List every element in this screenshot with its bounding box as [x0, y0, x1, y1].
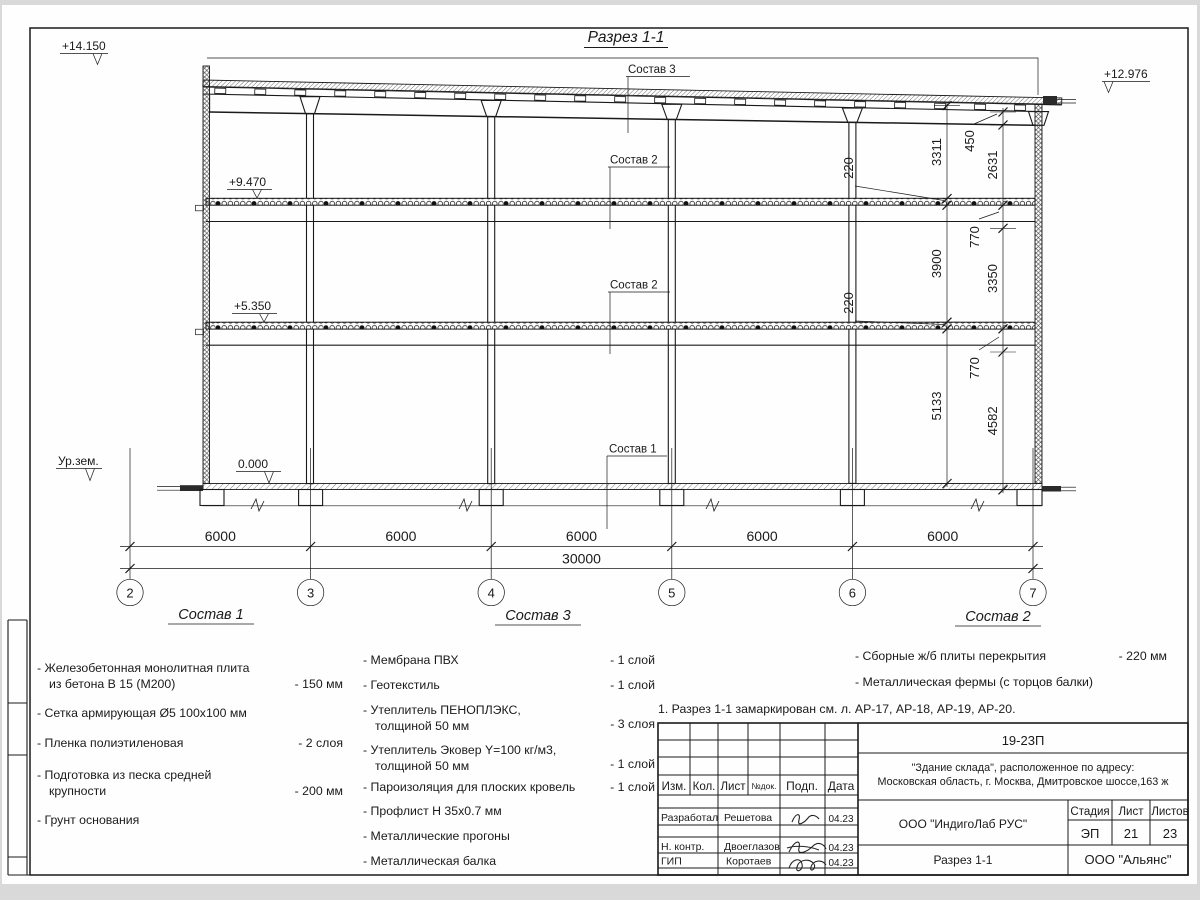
row-date-2: 04.23	[828, 858, 854, 869]
svg-text:- Металлические прогоны: - Металлические прогоны	[363, 829, 510, 843]
dim-220-lower: 220	[841, 292, 856, 314]
svg-text:- 1 слой: - 1 слой	[610, 780, 655, 794]
dim-770-lower: 770	[967, 357, 982, 379]
svg-text:толщиной 50 мм: толщиной 50 мм	[375, 759, 470, 773]
row-date-1: 04.23	[828, 843, 854, 854]
dim-3900: 3900	[929, 249, 944, 279]
svg-text:- 150 мм: - 150 мм	[294, 677, 343, 691]
axis-7: 7	[1029, 585, 1037, 601]
dim-3350: 3350	[985, 264, 1000, 293]
section-title: Разрез 1-1	[587, 29, 665, 46]
svg-text:- Металлическая фермы (с торцо: - Металлическая фермы (с торцов балки)	[855, 675, 1093, 689]
row-name-0: Решетова	[724, 812, 773, 824]
sheet-title: Разрез 1-1	[933, 853, 993, 867]
svg-text:Состав 2: Состав 2	[610, 154, 658, 167]
row-role-0: Разработал	[661, 812, 719, 824]
svg-text:- Пленка полиэтиленовая: - Пленка полиэтиленовая	[37, 736, 184, 750]
dim-5133: 5133	[929, 391, 944, 421]
dim-3311: 3311	[929, 138, 944, 166]
svg-text:- Сборные ж/б плиты перекрытия: - Сборные ж/б плиты перекрытия	[855, 649, 1047, 663]
svg-text:- 1 слой: - 1 слой	[610, 653, 655, 667]
svg-text:- Металлическая балка: - Металлическая балка	[363, 854, 497, 868]
svg-text:- 3 слоя: - 3 слоя	[610, 717, 655, 731]
svg-text:Ур.зем.: Ур.зем.	[58, 454, 99, 468]
row-date-0: 04.23	[828, 814, 854, 825]
doc-number: 19-23П	[1001, 733, 1045, 748]
row-role-1: Н. контр.	[661, 841, 705, 853]
svg-text:Состав 3: Состав 3	[628, 64, 676, 76]
row-name-2: Коротаев	[726, 855, 772, 868]
svg-text:толщиной 50 мм: толщиной 50 мм	[375, 719, 470, 733]
svg-text:крупности: крупности	[49, 784, 107, 798]
legend3-title: Состав 3	[505, 608, 571, 624]
dim-450: 450	[962, 130, 977, 152]
col-data: Дата	[827, 779, 855, 793]
col-kol: Кол.	[692, 781, 716, 793]
svg-text:+12.976: +12.976	[1104, 67, 1148, 81]
sheets-total: 23	[1162, 826, 1178, 841]
svg-text:- 1 слой: - 1 слой	[610, 757, 655, 771]
svg-text:+5.350: +5.350	[234, 299, 272, 313]
svg-text:+14.150: +14.150	[62, 39, 106, 53]
col-list: Лист	[720, 781, 746, 793]
span-dim-3: 6000	[565, 528, 598, 544]
axis-3: 3	[306, 585, 315, 601]
svg-text:- 1 слой: - 1 слой	[610, 678, 655, 692]
axis-2: 2	[126, 585, 134, 601]
svg-text:- Мембрана ПВХ: - Мембрана ПВХ	[363, 653, 459, 667]
svg-text:+9.470: +9.470	[229, 175, 267, 189]
dim-220-upper: 220	[841, 157, 856, 179]
legend2-title: Состав 2	[965, 609, 1031, 625]
company-name: ООО "Альянс"	[1084, 852, 1172, 867]
sheet-number: 21	[1123, 826, 1139, 841]
dim-770-upper: 770	[967, 226, 982, 248]
col-izm: Изм.	[661, 781, 687, 793]
svg-text:- Утеплитель Эковер Y=100 кг/м: - Утеплитель Эковер Y=100 кг/м3,	[363, 743, 557, 757]
object-address-1: "Здание склада", расположенное по адресу:	[911, 762, 1135, 774]
stage-value: ЭП	[1080, 826, 1100, 841]
span-dim-1: 6000	[204, 528, 236, 544]
svg-text:- Сетка армирующая Ø5 100x100: - Сетка армирующая Ø5 100x100 мм	[37, 706, 247, 720]
svg-text:- Геотекстиль: - Геотекстиль	[363, 678, 440, 692]
svg-text:- Грунт основания: - Грунт основания	[37, 813, 140, 827]
dim-2631: 2631	[985, 150, 1000, 180]
sheet-label: Лист	[1118, 806, 1144, 818]
svg-text:Состав 1: Состав 1	[609, 443, 657, 456]
svg-text:- 200 мм: - 200 мм	[294, 784, 343, 798]
note: 1. Разрез 1-1 замаркирован см. л. АР-17, АР-18, АР-19, АР-20.	[658, 702, 1016, 716]
legend1-title: Состав 1	[178, 607, 244, 623]
dim-4582: 4582	[985, 406, 1000, 436]
svg-text:- Пароизоляция для плоских кро: - Пароизоляция для плоских кровель	[363, 780, 576, 794]
row-role-2: ГИП	[661, 855, 682, 868]
span-dim-5: 6000	[927, 528, 959, 544]
roof-edge-cap	[1043, 96, 1057, 104]
axis-4: 4	[487, 585, 495, 601]
svg-text:- 2 слоя: - 2 слоя	[298, 736, 343, 750]
svg-text:0.000: 0.000	[238, 457, 269, 471]
axis-6: 6	[848, 585, 857, 601]
sheets-label: Листов	[1151, 806, 1189, 818]
row-name-1: Двоеглазов	[724, 841, 780, 853]
left-wall	[203, 66, 210, 484]
span-dim-4: 6000	[746, 528, 778, 544]
svg-text:- Утеплитель ПЕНОПЛЭКС,: - Утеплитель ПЕНОПЛЭКС,	[363, 703, 521, 717]
object-address-2: Московская область, г. Москва, Дмитровское шоссе,163 ж	[877, 776, 1169, 788]
col-ndok: №док.	[751, 781, 777, 791]
svg-text:- Профлист Н 35х0.7 мм: - Профлист Н 35х0.7 мм	[363, 804, 502, 818]
span-dim-2: 6000	[385, 528, 417, 544]
svg-text:- Железобетонная монолитная п: - Железобетонная монолитная плита	[37, 661, 250, 675]
axis-5: 5	[668, 585, 676, 601]
design-org: ООО "ИндигоЛаб РУС"	[898, 817, 1028, 831]
svg-text:из бетона В 15 (М200): из бетона В 15 (М200)	[49, 677, 176, 691]
col-podp: Подп.	[786, 779, 818, 793]
svg-text:- 220 мм: - 220 мм	[1118, 649, 1167, 663]
svg-text:- Подготовка из песка средней: - Подготовка из песка средней	[37, 768, 212, 782]
right-wall	[1035, 104, 1042, 484]
total-dim: 30000	[562, 550, 601, 567]
stage-label: Стадия	[1070, 806, 1110, 818]
paper	[2, 5, 1197, 884]
svg-text:Состав 2: Состав 2	[610, 279, 658, 292]
